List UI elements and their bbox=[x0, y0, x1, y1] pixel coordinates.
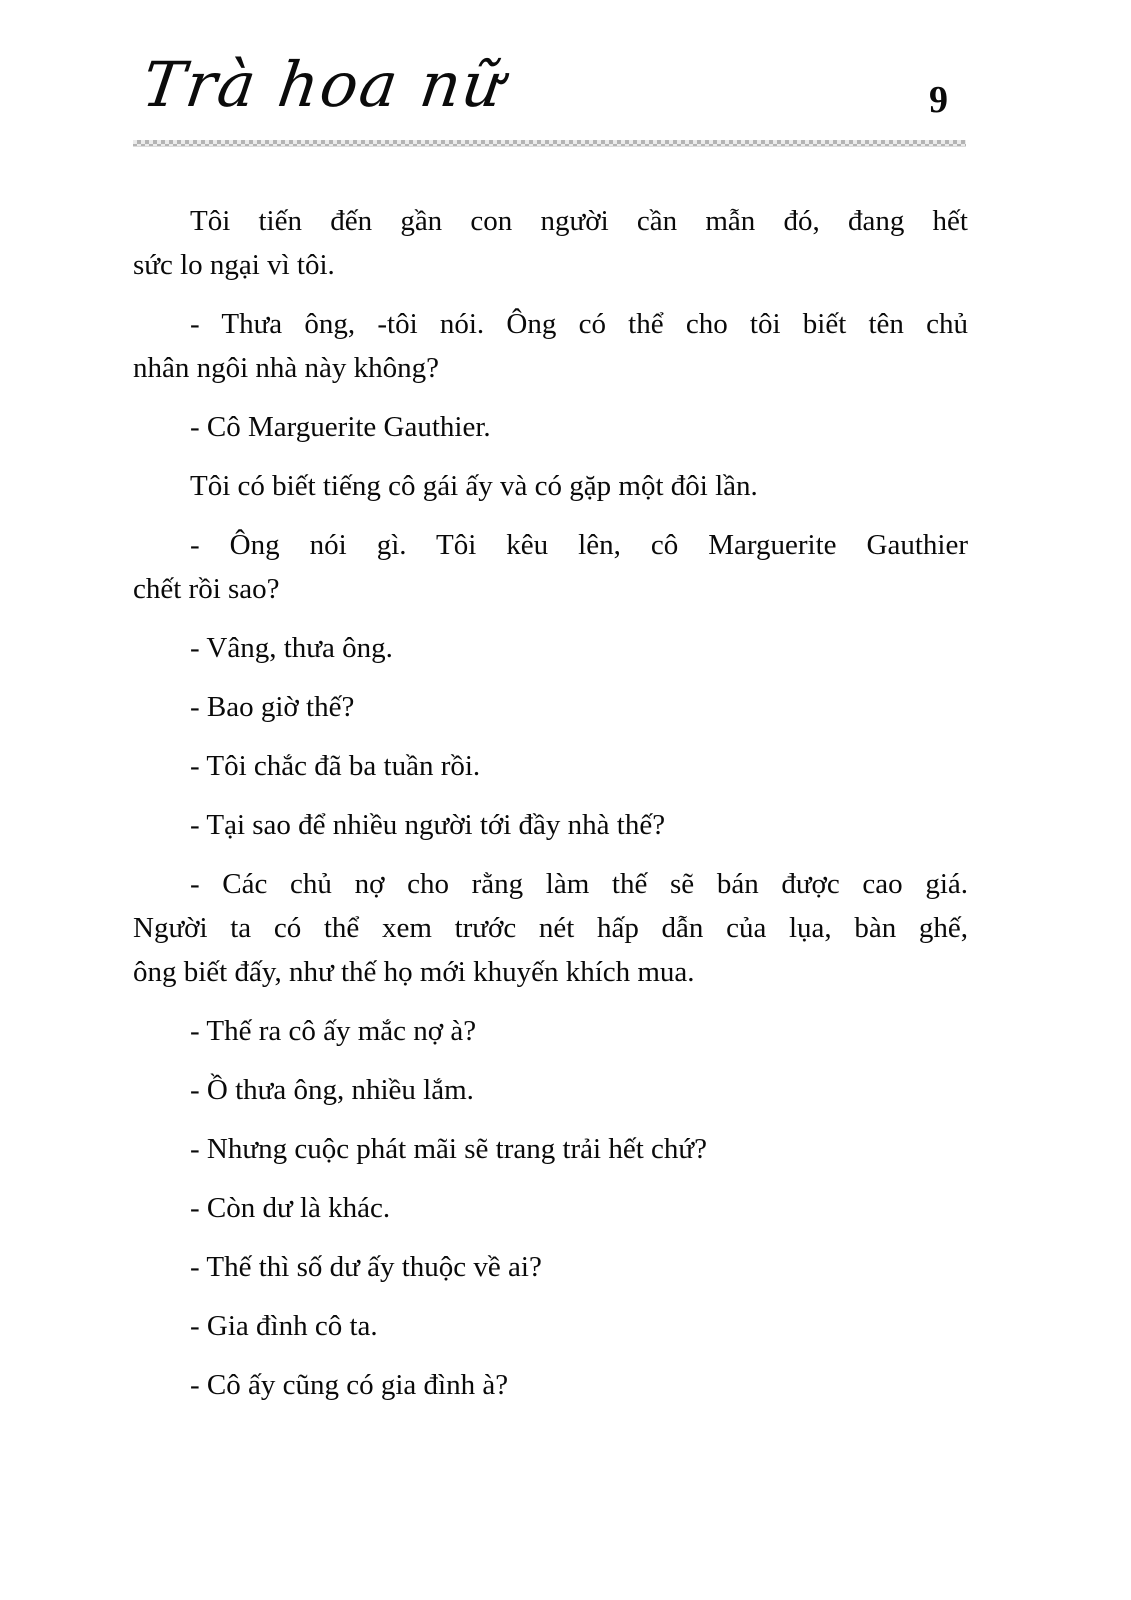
text-line: - Ông nói gì. Tôi kêu lên, cô Marguerite Gauthier bbox=[190, 529, 968, 561]
paragraph bbox=[133, 302, 968, 390]
text-line: - Gia đình cô ta. bbox=[190, 1310, 378, 1342]
header-rule bbox=[133, 140, 966, 147]
text-line: - Tôi chắc đã ba tuần rồi. bbox=[190, 750, 481, 782]
page-header bbox=[133, 0, 966, 140]
paragraph bbox=[133, 405, 968, 449]
text-line: - Cô ấy cũng có gia đình à? bbox=[190, 1369, 509, 1401]
paragraph bbox=[133, 1068, 968, 1112]
text-line: nhân ngôi nhà này không? bbox=[133, 352, 440, 384]
paragraph bbox=[133, 626, 968, 670]
text-line: chết rồi sao? bbox=[133, 573, 280, 605]
paragraph bbox=[133, 744, 968, 788]
paragraph bbox=[133, 1363, 968, 1407]
text-line: - Cô Marguerite Gauthier. bbox=[190, 411, 491, 443]
paragraph bbox=[133, 523, 968, 611]
page-body bbox=[133, 199, 968, 1422]
paragraph bbox=[133, 1245, 968, 1289]
text-line: - Tại sao để nhiều người tới đầy nhà thế? bbox=[190, 809, 666, 841]
paragraph bbox=[133, 862, 968, 994]
text-line: - Còn dư là khác. bbox=[190, 1192, 391, 1224]
paragraph bbox=[133, 685, 968, 729]
paragraph bbox=[133, 1009, 968, 1053]
running-title: Trà hoa nữ bbox=[138, 48, 510, 121]
paragraph bbox=[133, 803, 968, 847]
paragraph bbox=[133, 1186, 968, 1230]
text-line: - Vâng, thưa ông. bbox=[190, 632, 393, 664]
paragraph bbox=[133, 1304, 968, 1348]
text-line: - Thế thì số dư ấy thuộc về ai? bbox=[190, 1251, 542, 1283]
page-number: 9 bbox=[929, 79, 948, 121]
text-line: sức lo ngại vì tôi. bbox=[133, 249, 335, 281]
paragraph bbox=[133, 464, 968, 508]
text-line: ông biết đấy, như thế họ mới khuyến khích mua. bbox=[133, 956, 695, 988]
text-line: - Các chủ nợ cho rằng làm thế sẽ bán được cao giá. bbox=[190, 868, 968, 900]
paragraph bbox=[133, 1127, 968, 1171]
text-line: - Bao giờ thế? bbox=[190, 691, 355, 723]
text-line: Người ta có thể xem trước nét hấp dẫn của lụa, bàn ghế, bbox=[133, 912, 968, 944]
text-line: - Thế ra cô ấy mắc nợ à? bbox=[190, 1015, 477, 1047]
text-line: - Nhưng cuộc phát mãi sẽ trang trải hết chứ? bbox=[190, 1133, 708, 1165]
text-line: Tôi tiến đến gần con người cần mẫn đó, đang hết bbox=[190, 205, 968, 237]
text-line: Tôi có biết tiếng cô gái ấy và có gặp một đôi lần. bbox=[190, 470, 758, 502]
text-line: - Thưa ông, -tôi nói. Ông có thể cho tôi biết tên chủ bbox=[190, 308, 968, 340]
paragraph bbox=[133, 199, 968, 287]
text-line: - Ồ thưa ông, nhiều lắm. bbox=[190, 1074, 474, 1106]
